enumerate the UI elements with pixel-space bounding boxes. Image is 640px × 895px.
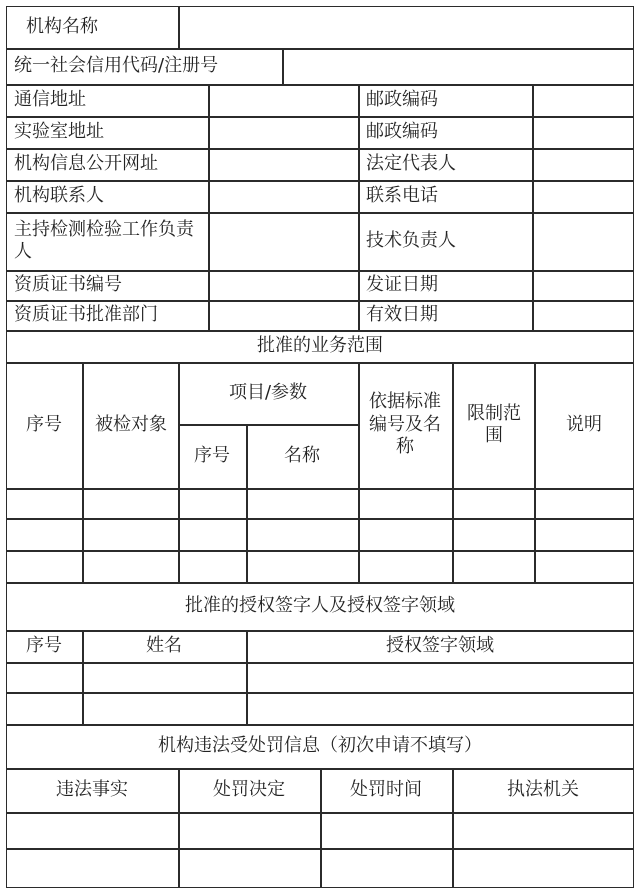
signatory-col-name: 姓名: [146, 634, 182, 656]
scope-title: 批准的业务范围: [257, 334, 383, 356]
col-divider: [282, 48, 284, 84]
col-divider: [358, 84, 360, 330]
issue-date-label: 发证日期: [366, 273, 438, 295]
valid-date-label: 有效日期: [366, 303, 438, 325]
testing-head-label: 主持检测检验工作负责人: [14, 218, 194, 262]
row-divider: [6, 84, 634, 86]
col-divider: [178, 6, 180, 48]
scope-col-item-name: 名称: [284, 444, 320, 466]
scope-col-standard: 依据标准编号及名称: [369, 391, 441, 458]
col-divider: [82, 362, 84, 582]
scope-col-object: 被检对象: [95, 413, 167, 435]
col-divider: [452, 362, 454, 582]
col-divider: [532, 84, 534, 330]
row-divider: [6, 518, 634, 520]
credit-code-label: 统一社会信用代码/注册号: [14, 54, 219, 76]
postal-code-label: 邮政编码: [366, 88, 438, 110]
institution-name-label: 机构名称: [26, 15, 98, 37]
contact-person-label: 机构联系人: [14, 184, 104, 206]
signatory-col-no: 序号: [26, 634, 62, 656]
penalty-col-fact: 违法事实: [56, 778, 128, 800]
approving-dept-label: 资质证书批准部门: [14, 303, 158, 325]
penalty-col-agency: 执法机关: [507, 778, 579, 800]
phone-label: 联系电话: [366, 184, 438, 206]
row-divider: [6, 692, 634, 694]
row-divider: [6, 488, 634, 490]
row-divider: [6, 550, 634, 552]
postal-code-label: 邮政编码: [366, 120, 438, 142]
signatory-col-field: 授权签字领域: [386, 634, 494, 656]
mailing-address-label: 通信地址: [14, 88, 86, 110]
row-divider: [6, 662, 634, 664]
scope-col-limit: 限制范围: [467, 402, 521, 446]
penalty-col-time: 处罚时间: [350, 778, 422, 800]
scope-col-item-no: 序号: [194, 444, 230, 466]
lab-address-label: 实验室地址: [14, 120, 104, 142]
website-label: 机构信息公开网址: [14, 152, 158, 174]
certificate-no-label: 资质证书编号: [14, 273, 122, 295]
penalty-col-decision: 处罚决定: [213, 778, 285, 800]
scope-col-note: 说明: [566, 413, 602, 435]
penalty-title: 机构违法受处罚信息（初次申请不填写）: [158, 734, 482, 756]
signatory-title: 批准的授权签字人及授权签字领域: [185, 594, 455, 616]
scope-col-item: 项目/参数: [228, 381, 308, 403]
col-divider: [358, 362, 360, 582]
col-divider: [208, 84, 210, 330]
tech-head-label: 技术负责人: [366, 229, 456, 251]
legal-rep-label: 法定代表人: [366, 152, 456, 174]
scope-col-no: 序号: [26, 413, 62, 435]
